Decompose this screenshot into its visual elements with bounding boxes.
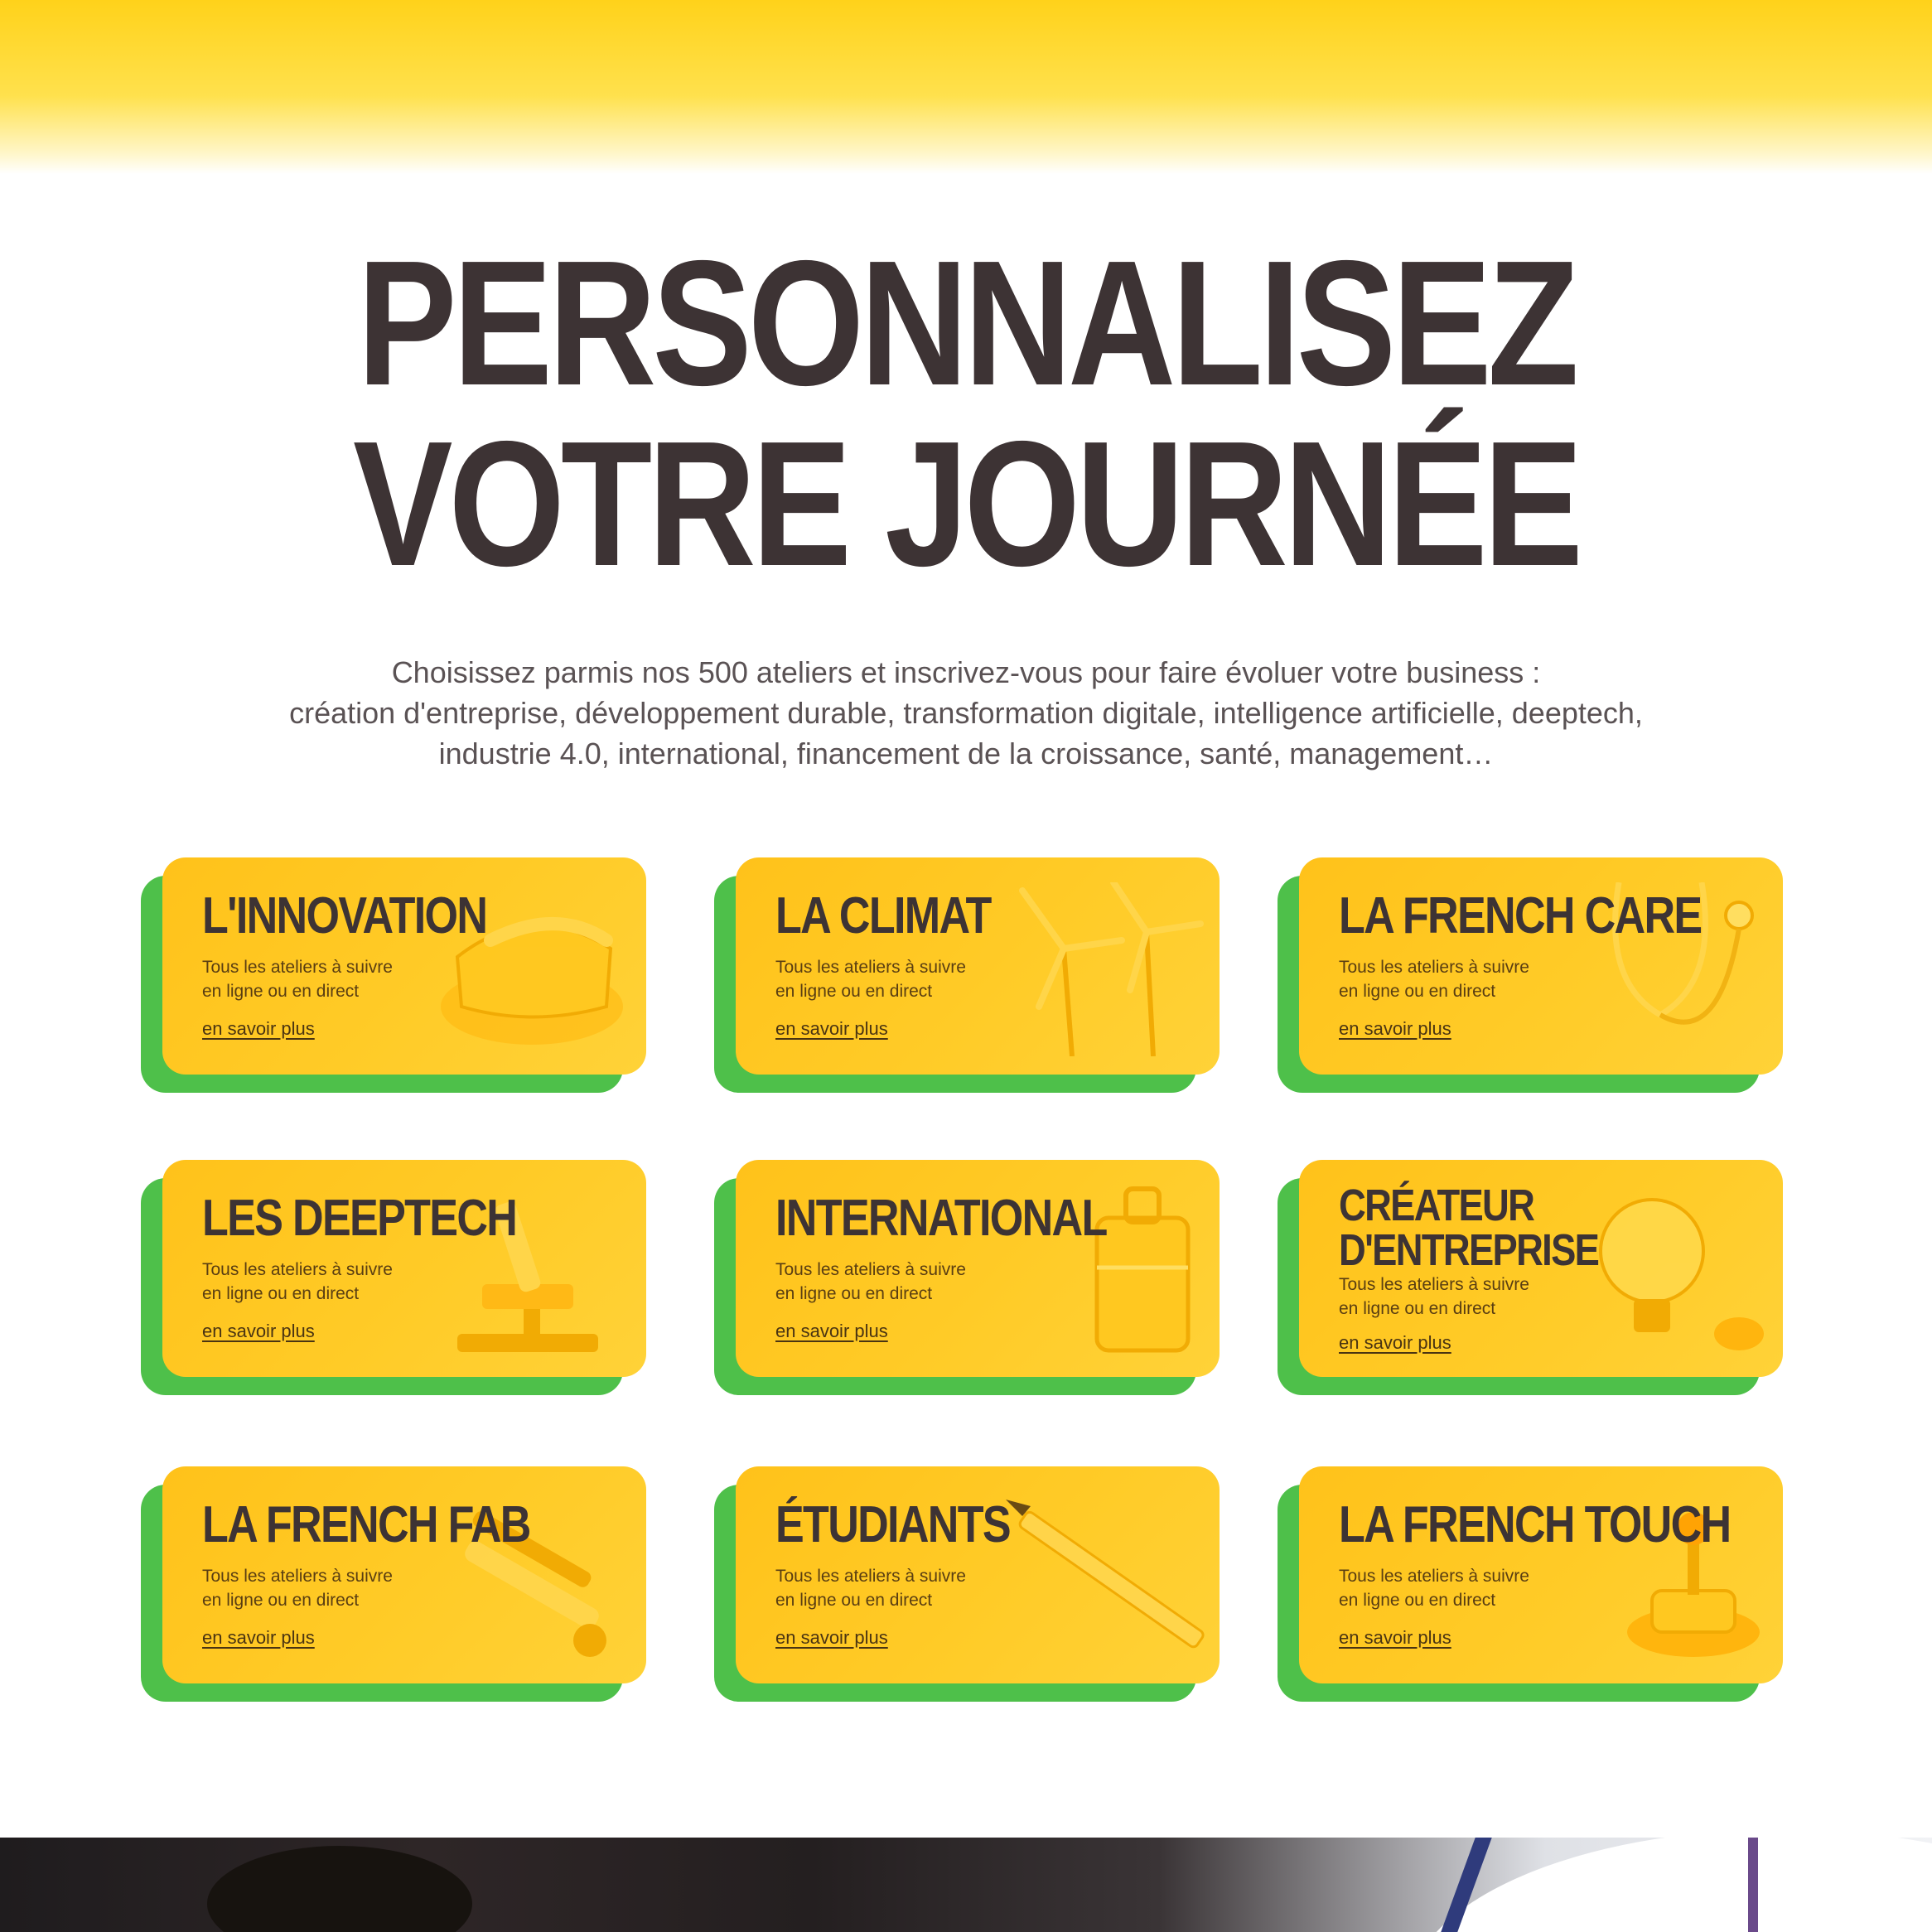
card-title: LA FRENCH TOUCH [1339, 1496, 1731, 1553]
card-description-line-1: Tous les ateliers à suivre [202, 1567, 393, 1586]
card-innovation[interactable] [141, 857, 646, 1093]
card-face [736, 1466, 1220, 1683]
learn-more-link[interactable]: en savoir plus [775, 1321, 888, 1341]
card-etudiants[interactable] [714, 1466, 1220, 1702]
card-title: ÉTUDIANTS [775, 1496, 1010, 1553]
event-photo-strip [0, 1838, 1932, 1932]
card-title-line-2: D'ENTREPRISE [1339, 1225, 1599, 1275]
card-international[interactable] [714, 1160, 1220, 1395]
card-face [1299, 1160, 1783, 1377]
card-face [162, 1160, 646, 1377]
card-face [1299, 857, 1783, 1075]
learn-more-link[interactable]: en savoir plus [1339, 1627, 1451, 1648]
card-french-touch[interactable] [1278, 1466, 1783, 1702]
card-description [775, 955, 1024, 1003]
card-description-line-1: Tous les ateliers à suivre [775, 958, 966, 977]
learn-more-link[interactable]: en savoir plus [1339, 1332, 1451, 1353]
card-description-line-2: en ligne ou en direct [202, 1591, 360, 1610]
card-description-line-2: en ligne ou en direct [1339, 1299, 1496, 1318]
intro-line-2: création d'entreprise, développement durable, transformation digitale, intelligence artificielle, deeptech, [289, 696, 1643, 730]
card-face [162, 1466, 646, 1683]
learn-more-link[interactable]: en savoir plus [202, 1627, 315, 1648]
learn-more-link[interactable]: en savoir plus [775, 1627, 888, 1648]
learn-more-link[interactable]: en savoir plus [202, 1321, 315, 1341]
card-french-fab[interactable] [141, 1466, 646, 1702]
card-description [1339, 955, 1587, 1003]
main-section [0, 178, 1932, 1827]
card-description-line-1: Tous les ateliers à suivre [202, 1260, 393, 1279]
card-description [775, 1564, 1024, 1612]
learn-more-link[interactable]: en savoir plus [202, 1018, 315, 1039]
card-description-line-2: en ligne ou en direct [1339, 982, 1496, 1001]
intro-line-3: industrie 4.0, international, financement de la croissance, santé, management… [438, 737, 1494, 770]
card-description-line-2: en ligne ou en direct [775, 1284, 933, 1303]
page-title-line-1: PERSONNALISEZ [357, 223, 1575, 423]
photo-lanyard-shape [1748, 1838, 1758, 1932]
card-description-line-2: en ligne ou en direct [202, 982, 360, 1001]
learn-more-link[interactable]: en savoir plus [1339, 1018, 1451, 1039]
top-yellow-banner [0, 0, 1932, 174]
card-description [202, 1258, 451, 1306]
card-description-line-1: Tous les ateliers à suivre [1339, 958, 1529, 977]
card-description-line-1: Tous les ateliers à suivre [775, 1260, 966, 1279]
page-title [155, 223, 1778, 603]
card-description-line-1: Tous les ateliers à suivre [1339, 1567, 1529, 1586]
card-description-line-1: Tous les ateliers à suivre [202, 958, 393, 977]
card-title: LA CLIMAT [775, 887, 991, 944]
photo-person-shape [207, 1846, 472, 1932]
card-createur-entreprise[interactable] [1278, 1160, 1783, 1395]
intro-text [138, 652, 1794, 774]
card-description-line-2: en ligne ou en direct [775, 982, 933, 1001]
card-description-line-1: Tous les ateliers à suivre [1339, 1275, 1529, 1294]
card-title [1339, 1183, 1701, 1273]
card-description-line-2: en ligne ou en direct [775, 1591, 933, 1610]
card-title: LA FRENCH FAB [202, 1496, 530, 1553]
page-title-line-2: VOTRE JOURNÉE [353, 403, 1579, 603]
card-title: L'INNOVATION [202, 887, 487, 944]
intro-line-1: Choisissez parmis nos 500 ateliers et inscrivez-vous pour faire évoluer votre business : [391, 655, 1541, 689]
card-climat[interactable] [714, 857, 1220, 1093]
card-deeptech[interactable] [141, 1160, 646, 1395]
card-description-line-2: en ligne ou en direct [1339, 1591, 1496, 1610]
card-french-care[interactable] [1278, 857, 1783, 1093]
card-description [202, 955, 451, 1003]
card-description [1339, 1273, 1587, 1321]
card-title: LA FRENCH CARE [1339, 887, 1702, 944]
card-description-line-1: Tous les ateliers à suivre [775, 1567, 966, 1586]
card-description-line-2: en ligne ou en direct [202, 1284, 360, 1303]
card-description [1339, 1564, 1587, 1612]
card-face [736, 857, 1220, 1075]
card-description [202, 1564, 451, 1612]
card-face [1299, 1466, 1783, 1683]
card-face [162, 857, 646, 1075]
card-title: INTERNATIONAL [775, 1190, 1107, 1247]
card-description [775, 1258, 1024, 1306]
learn-more-link[interactable]: en savoir plus [775, 1018, 888, 1039]
card-title: LES DEEPTECH [202, 1190, 517, 1247]
card-title-line-1: CRÉATEUR [1339, 1181, 1534, 1230]
card-face [736, 1160, 1220, 1377]
